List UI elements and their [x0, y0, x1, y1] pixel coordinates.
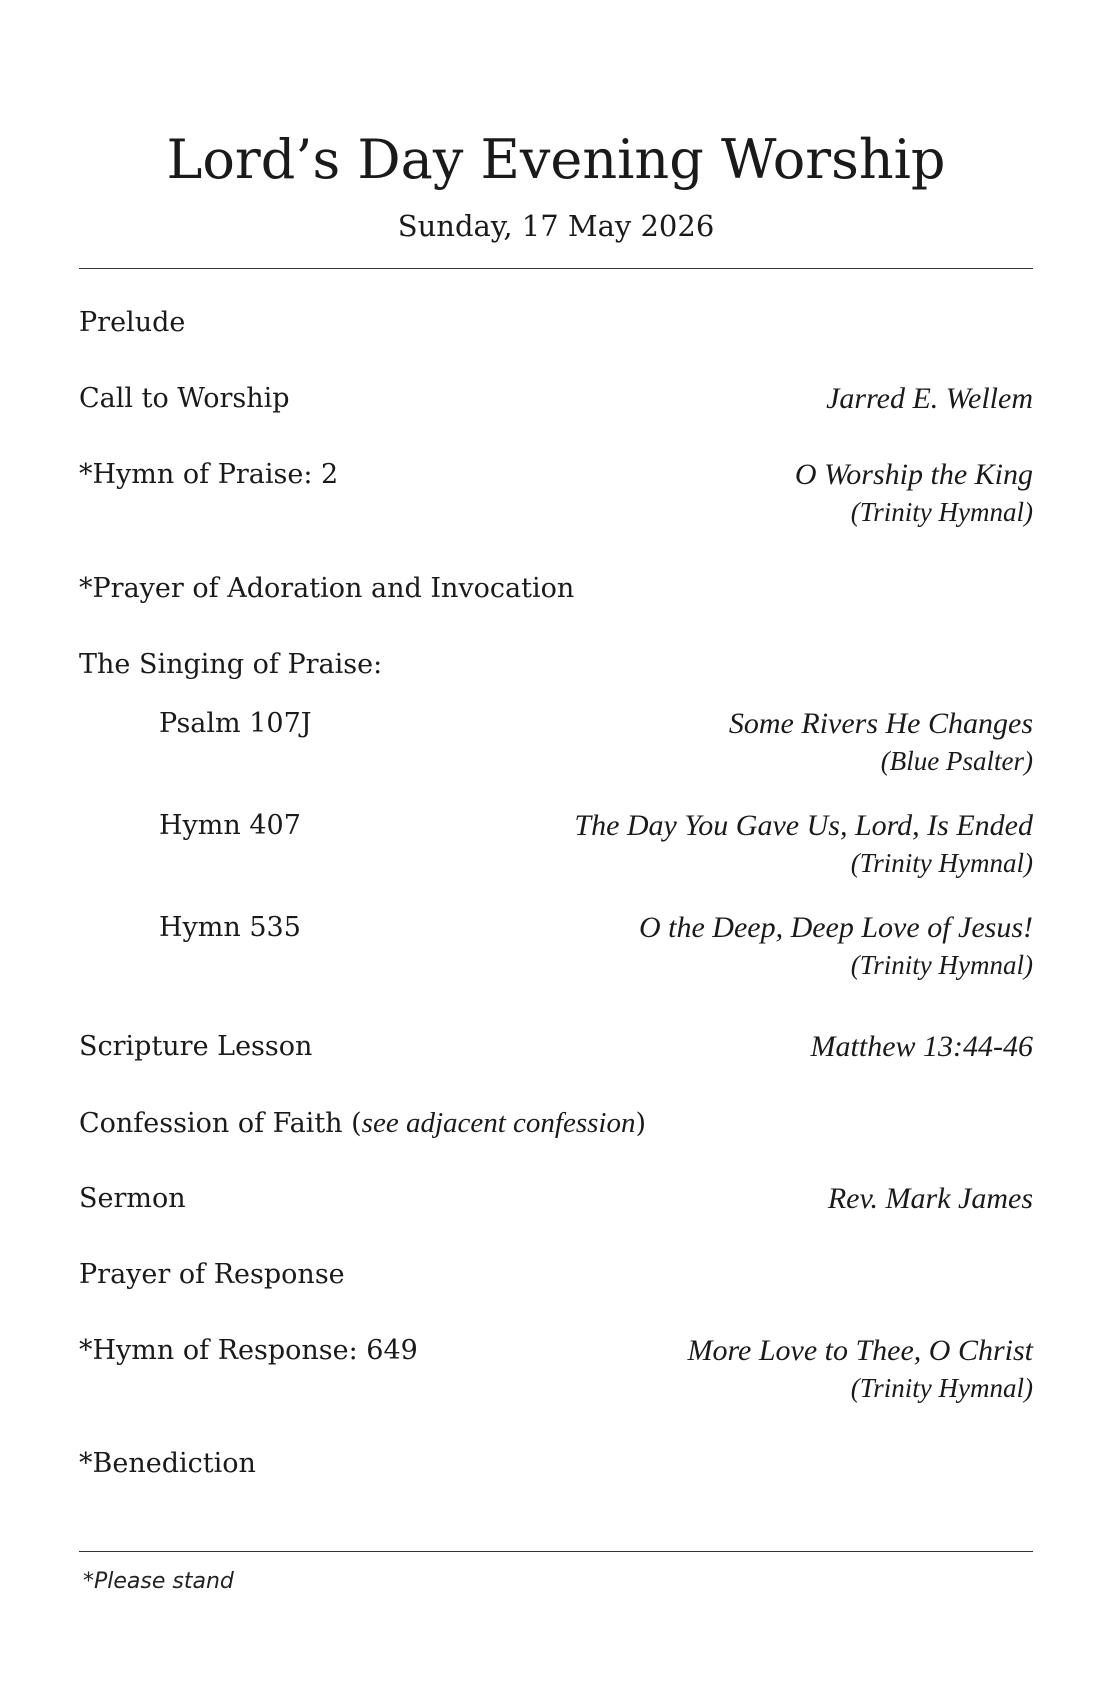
page-title: Lord’s Day Evening Worship — [166, 128, 946, 191]
item-label: *Hymn of Praise: 2 — [79, 459, 339, 490]
item-label: *Hymn of Response: 649 — [79, 1335, 418, 1366]
song-source: (Blue Psalter) — [880, 746, 1033, 776]
order-item-hymn-of-praise — [79, 457, 1033, 547]
sermon-preacher: Rev. Mark James — [827, 1182, 1033, 1215]
item-label: *Benediction — [79, 1448, 256, 1479]
item-label: The Singing of Praise: — [79, 649, 383, 680]
bulletin-page — [79, 0, 1033, 1700]
hymn-title: O Worship the King — [794, 458, 1033, 491]
item-label: Scripture Lesson — [79, 1031, 313, 1062]
song-item — [79, 706, 1033, 796]
song-title: O the Deep, Deep Love of Jesus! — [638, 911, 1033, 944]
item-label: Prayer of Response — [79, 1259, 345, 1290]
song-label: Hymn 535 — [159, 912, 301, 943]
confession-close: ) — [635, 1108, 647, 1139]
service-date: Sunday, 17 May 2026 — [397, 209, 715, 243]
header-divider — [79, 268, 1033, 269]
item-label: Call to Worship — [79, 383, 290, 414]
item-label: Sermon — [79, 1183, 186, 1214]
stand-footnote: *Please stand — [83, 1569, 234, 1594]
song-item — [79, 808, 1033, 898]
song-label: Hymn 407 — [159, 810, 301, 841]
song-source: (Trinity Hymnal) — [850, 848, 1033, 878]
hymn-title: More Love to Thee, O Christ — [687, 1334, 1033, 1367]
item-leader: Jarred E. Wellem — [826, 382, 1033, 415]
item-label: Prelude — [79, 307, 186, 338]
hymn-source: (Trinity Hymnal) — [850, 497, 1033, 527]
item-label: *Prayer of Adoration and Invocation — [79, 573, 575, 604]
confession-label: Confession of Faith ( — [79, 1108, 362, 1139]
order-item-benediction — [79, 1446, 1033, 1536]
scripture-reference: Matthew 13:44-46 — [810, 1030, 1033, 1063]
song-item — [79, 910, 1033, 1000]
song-source: (Trinity Hymnal) — [850, 950, 1033, 980]
song-title: The Day You Gave Us, Lord, Is Ended — [574, 809, 1033, 842]
hymn-source: (Trinity Hymnal) — [850, 1373, 1033, 1403]
confession-note: see adjacent confession — [361, 1107, 636, 1139]
song-label: Psalm 107J — [159, 708, 312, 739]
order-item-hymn-of-response — [79, 1333, 1033, 1423]
song-title: Some Rivers He Changes — [728, 707, 1033, 740]
footer-divider — [79, 1551, 1033, 1552]
item-label — [79, 1105, 646, 1142]
